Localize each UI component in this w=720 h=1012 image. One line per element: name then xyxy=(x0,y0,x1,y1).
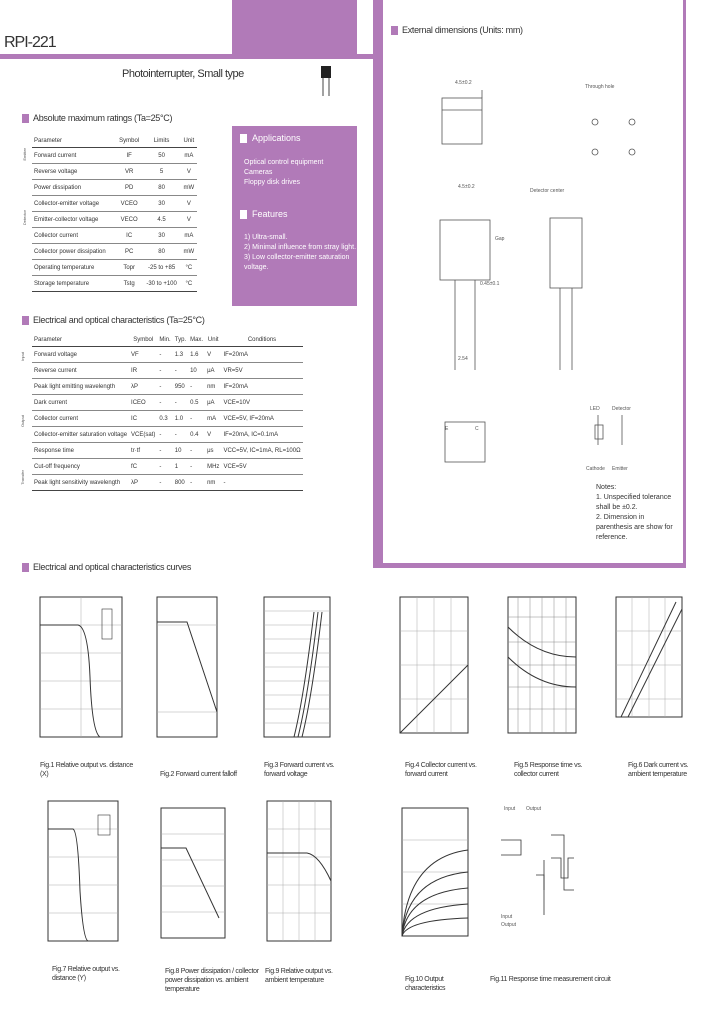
graph-caption: Fig.9 Relative output vs. ambient temperature xyxy=(265,968,333,984)
section-title-curves: Electrical and optical characteristics curves xyxy=(33,562,192,572)
svg-text:Cathode: Cathode xyxy=(586,466,605,472)
detector-group-label: Detector xyxy=(22,210,27,226)
top-accent-bar-left xyxy=(0,54,232,59)
abs-max-table: Parameter Symbol Limits Unit Forward current IF 50 mA Reverse voltage VR 5 V Power dissipation PD 80 mW Collector-emitter voltage VCEO 30 V Emitter-collector voltage VECO 4.5 V Collector current IC 30 mA Collector power dissipation PC 80 mW Operating temperature Topr -25 to +85 °C Storage temperature Tstg -30 to +100 °C xyxy=(32,135,197,292)
svg-text:Gap: Gap xyxy=(495,236,505,242)
graph-fig1 xyxy=(40,597,122,737)
graph-caption: Fig.5 Response time vs. collector current xyxy=(514,762,583,778)
section-marker xyxy=(22,316,29,325)
notes-item: 1. Unspecified tolerance shall be ±0.2. xyxy=(596,494,672,511)
notes-title: Notes: xyxy=(596,484,617,491)
section-title-electrical: Electrical and optical characteristics (Ta=25°C) xyxy=(33,315,205,325)
graph-fig6 xyxy=(616,597,682,717)
table-row: Peak light emitting wavelength λP - 950 - nm IF=20mA xyxy=(32,379,303,395)
section-marker xyxy=(22,114,29,123)
emitter-group-label: Emitter xyxy=(22,148,27,161)
table-row: Collector-emitter voltage VCEO 30 V xyxy=(32,196,197,212)
section-marker xyxy=(391,26,398,35)
table-row: Collector-emitter saturation voltage VCE(sat) - - 0.4 V IF=20mA, IC=0.1mA xyxy=(32,427,303,443)
graph-caption: Fig.2 Forward current falloff xyxy=(160,771,237,778)
graph-caption: Fig.11 Response time measurement circuit xyxy=(490,976,611,983)
graph-caption: Fig.1 Relative output vs. distance (X) xyxy=(40,762,133,778)
graph-caption: Fig.10 Output characteristics xyxy=(405,976,446,992)
graph-fig7 xyxy=(48,801,118,941)
graph-fig3 xyxy=(264,597,330,737)
applications-title: Applications xyxy=(252,133,301,143)
applications-item: Cameras xyxy=(244,169,273,176)
part-number: RPI-221 xyxy=(4,34,56,51)
svg-text:4.5±0.2: 4.5±0.2 xyxy=(458,184,475,190)
table-row: Operating temperature Topr -25 to +85 °C xyxy=(32,260,197,276)
features-item: 1) Ultra-small. xyxy=(244,234,288,241)
electrical-table: Parameter Symbol Min. Typ. Max. Unit Conditions Forward voltage VF - 1.3 1.6 V IF=20mA Reverse current IR - - 10 μA VR=5V Peak light emitting wavelength λP - 950 - nm IF=20mA Dark current ICEO - - 0.5 μA VCE=10V Collector current IC 0.3 1.0 - mA VCE=5V, IF=20mA Collector-emitter saturation voltage VCE(sat) - - 0.4 V IF=20mA, IC=0.1mA Response time tr·tf - 10 - μs VCC=5V, IC=1mA, RL=100Ω Cut-off frequency fC - 1 - MHz VCE=5V Peak light sensitivity wavelength λP - 800 - nm - xyxy=(32,334,303,491)
table-row: Forward current IF 50 mA xyxy=(32,148,197,164)
graph-fig11 xyxy=(496,800,586,940)
svg-text:LED: LED xyxy=(590,406,600,412)
detector-group-label: Output xyxy=(20,415,25,428)
graph-fig4 xyxy=(400,597,468,733)
notes-item: 2. Dimension in parenthesis are show for reference. xyxy=(596,514,673,541)
table-row: Reverse current IR - - 10 μA VR=5V xyxy=(32,363,303,379)
product-photo xyxy=(320,64,332,98)
features-title: Features xyxy=(252,209,288,219)
svg-text:Emitter: Emitter xyxy=(612,466,628,472)
graph-caption: Fig.6 Dark current vs. ambient temperature xyxy=(628,762,689,778)
table-row: Forward voltage VF - 1.3 1.6 V IF=20mA xyxy=(32,347,303,363)
emitter-group-label: Input xyxy=(20,352,25,361)
table-row: Response time tr·tf - 10 - μs VCC=5V, IC=1mA, RL=100Ω xyxy=(32,443,303,459)
svg-text:0.45±0.1: 0.45±0.1 xyxy=(480,281,500,287)
table-row: Collector current IC 30 mA xyxy=(32,228,197,244)
svg-text:Detector center: Detector center xyxy=(530,188,565,194)
table-row: Peak light sensitivity wavelength λP - 800 - nm - xyxy=(32,475,303,491)
notes-block xyxy=(596,483,681,543)
graph-fig9 xyxy=(267,801,331,941)
section-title-dimensions: External dimensions (Units: mm) xyxy=(402,25,523,35)
section-marker xyxy=(22,563,29,572)
table-row: Cut-off frequency fC - 1 - MHz VCE=5V xyxy=(32,459,303,475)
svg-text:4.5±0.2: 4.5±0.2 xyxy=(455,80,472,86)
graph-caption: Fig.8 Power dissipation / collector power dissipation vs. ambient temperature xyxy=(165,968,259,993)
applications-item: Floppy disk drives xyxy=(244,179,301,186)
graph-caption: Fig.3 Forward current vs. forward voltage xyxy=(264,762,335,778)
header-right-bar xyxy=(357,54,373,59)
svg-text:Input: Input xyxy=(501,914,513,920)
svg-text:Output: Output xyxy=(526,806,542,812)
graph-caption: Fig.4 Collector current vs. forward current xyxy=(405,762,477,778)
svg-text:E: E xyxy=(445,426,449,432)
svg-text:Through hole: Through hole xyxy=(585,84,615,90)
graph-caption: Fig.7 Relative output vs. distance (Y) xyxy=(52,966,120,982)
dimension-drawing xyxy=(400,70,680,490)
features-item: 2) Minimal influence from stray light. xyxy=(244,244,357,251)
right-panel-border-right xyxy=(683,0,686,568)
graph-fig2 xyxy=(157,597,217,737)
product-subtitle: Photointerrupter, Small type xyxy=(122,68,244,80)
table-row: Power dissipation PD 80 mW xyxy=(32,180,197,196)
svg-text:Input: Input xyxy=(504,806,516,812)
table-row: Emitter-collector voltage VECO 4.5 V xyxy=(32,212,197,228)
applications-features-panel xyxy=(232,126,357,306)
svg-text:2.54: 2.54 xyxy=(458,356,468,362)
applications-item: Optical control equipment xyxy=(244,159,324,166)
top-accent-block xyxy=(232,0,357,59)
svg-text:C: C xyxy=(475,426,479,432)
right-panel-border-bottom xyxy=(373,563,686,568)
svg-text:Output: Output xyxy=(501,922,517,928)
features-item: 3) Low collector-emitter saturation voltage. xyxy=(244,254,350,271)
table-row: Collector current IC 0.3 1.0 - mA VCE=5V, IF=20mA xyxy=(32,411,303,427)
graph-fig8 xyxy=(161,808,225,938)
graph-fig10 xyxy=(402,808,468,936)
transfer-group-label: Transfer xyxy=(20,470,25,485)
right-panel-border-top xyxy=(373,0,383,568)
svg-text:Detector: Detector xyxy=(612,406,631,412)
graph-fig5 xyxy=(508,597,576,733)
table-row: Collector power dissipation PC 80 mW xyxy=(32,244,197,260)
section-title-abs-max: Absolute maximum ratings (Ta=25°C) xyxy=(33,113,173,123)
table-row: Dark current ICEO - - 0.5 μA VCE=10V xyxy=(32,395,303,411)
table-row: Reverse voltage VR 5 V xyxy=(32,164,197,180)
table-row: Storage temperature Tstg -30 to +100 °C xyxy=(32,276,197,292)
